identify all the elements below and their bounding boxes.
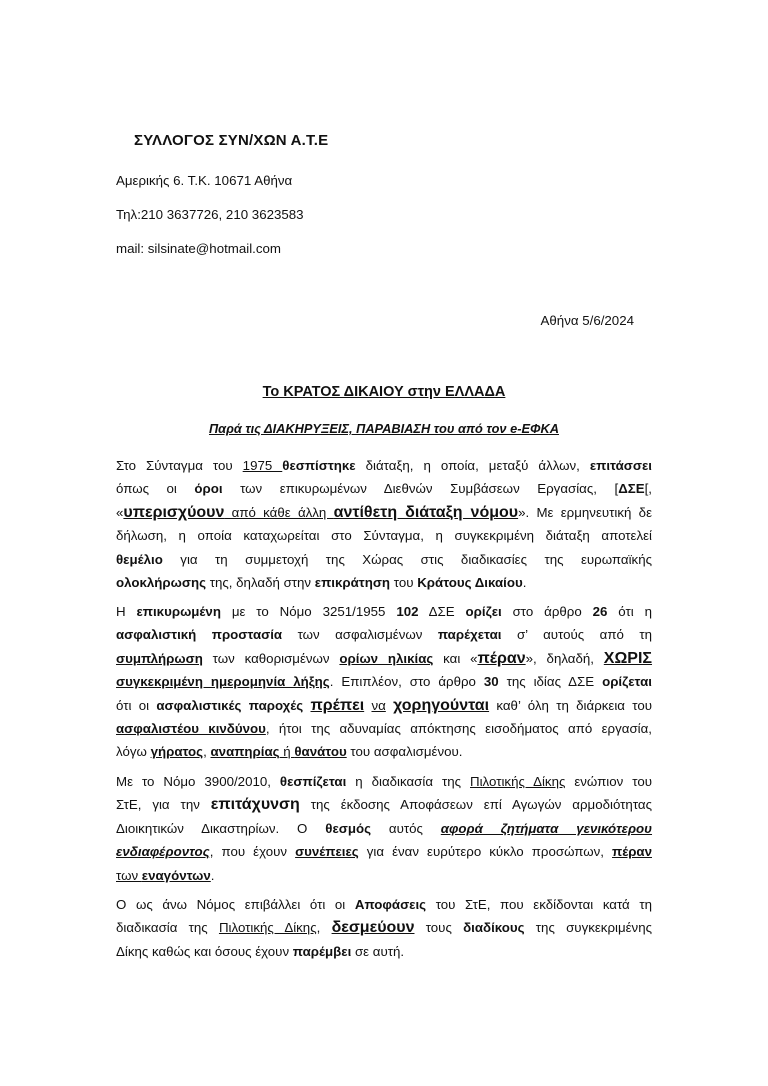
text-run: ΧΩΡΙΣ	[603, 649, 653, 667]
text-run: πέραν	[612, 844, 652, 860]
text-run: .	[210, 867, 215, 883]
body-paragraph-2	[116, 600, 652, 764]
text-run: ,	[316, 920, 332, 936]
text-run: για έναν ευρύτερο κύκλο προσώπων,	[358, 844, 613, 860]
text-run: ασφαλιστικές παροχές	[156, 697, 304, 713]
text-run: καθ’ όλη τη διάρκεια του	[489, 697, 653, 713]
text-run: θανάτου	[294, 744, 347, 760]
text-run: θεσπίστηκε	[282, 458, 356, 473]
paragraph-line	[116, 817, 652, 840]
text-run: .	[522, 574, 527, 590]
text-run: χορηγούνται	[393, 696, 490, 714]
text-run: Με το Νόμο 3900/2010,	[116, 774, 280, 789]
text-run: πρέπει	[310, 696, 365, 714]
text-run: επιτάχυνση	[210, 796, 300, 814]
text-run: «	[116, 504, 124, 520]
text-run: θεμέλιο	[116, 551, 163, 567]
text-run: ΔΣΕ	[418, 604, 466, 619]
text-run: λόγω	[116, 744, 151, 760]
text-run: συγκεκριμένη ημερομηνία λήξης	[116, 674, 330, 690]
text-run: Αποφάσεις	[354, 897, 427, 912]
text-run: ολοκλήρωσης	[116, 574, 207, 590]
address-line: Αμερικής 6. Τ.Κ. 10671 Αθήνα	[116, 173, 293, 188]
text-run: παρέμβει	[292, 943, 352, 959]
text-run: , που έχουν	[209, 844, 296, 860]
text-run: ή	[279, 744, 295, 760]
paragraph-line	[116, 454, 652, 477]
paragraph-line	[116, 571, 652, 594]
paragraph-line	[116, 864, 652, 887]
text-run: και «	[433, 650, 478, 666]
paragraph-line	[116, 501, 652, 524]
text-run: από κάθε άλλη	[224, 504, 334, 520]
text-run: αναπηρίας	[210, 744, 280, 760]
text-run: ασφαλιστική προστασία	[116, 627, 283, 643]
text-run: ορίζει	[465, 604, 502, 619]
text-run: Διοικητικών Δικαστηρίων. Ο	[116, 820, 326, 836]
text-run: ότι οι	[116, 697, 157, 713]
text-run: όροι	[194, 481, 223, 497]
text-run: σ’ αυτούς από τη	[501, 627, 652, 643]
paragraph-line	[116, 940, 652, 963]
text-run: 26	[592, 604, 608, 619]
text-run: υπερισχύουν	[123, 503, 225, 521]
text-run: παρέχεται	[437, 627, 502, 643]
text-run: γήρατος	[150, 744, 204, 760]
text-run: επικράτηση	[314, 574, 391, 590]
text-run: της ιδίας ΔΣΕ	[498, 674, 603, 690]
text-run: διάταξη, η οποία, μεταξύ άλλων,	[355, 458, 590, 473]
paragraph-line	[116, 623, 652, 646]
text-run: τους	[414, 920, 464, 936]
paragraph-line	[116, 694, 652, 717]
text-run: εναγόντων	[141, 867, 211, 883]
text-run: των καθορισμένων	[202, 650, 340, 666]
text-run: των	[116, 867, 142, 883]
text-run: θεσπίζεται	[279, 774, 347, 789]
text-run: όπως οι	[116, 481, 195, 497]
text-run: 1975	[242, 458, 283, 473]
text-run: να	[371, 697, 386, 713]
text-run: , ήτοι της αδυναμίας απόκτησης εισοδήματος από εργασία,	[265, 720, 652, 736]
paragraph-line	[116, 600, 652, 623]
text-run: ενδιαφέροντος	[116, 844, 210, 860]
text-run: για τη συμμετοχή της Χώρας στις διαδικασίες της ευρωπαϊκής	[162, 551, 652, 567]
text-run: του	[390, 574, 418, 590]
text-run: Κράτους Δικαίου	[417, 574, 523, 590]
text-run: συνέπειες	[295, 844, 359, 860]
paragraph-line	[116, 548, 652, 571]
paragraph-line	[116, 647, 652, 670]
body-paragraph-3	[116, 770, 652, 887]
text-run: του ασφαλισμένου.	[346, 744, 463, 760]
phone-line: Τηλ:210 3637726, 210 3623583	[116, 207, 304, 222]
text-run: ΣτΕ, για την	[116, 797, 211, 813]
text-run: 30	[483, 674, 499, 690]
paragraph-line	[116, 717, 652, 740]
text-run: αφορά ζητήματα γενικότερου	[440, 820, 653, 836]
text-run: », δηλαδή,	[525, 650, 604, 666]
paragraph-line	[116, 477, 652, 500]
text-run	[303, 698, 310, 713]
text-run: . Επιπλέον, στο άρθρο	[329, 674, 484, 690]
text-run: θεσμός	[325, 820, 372, 836]
text-run: Πιλοτικής Δίκης	[470, 774, 566, 789]
text-run: η διαδικασία της	[346, 774, 470, 789]
paragraph-line	[116, 770, 652, 793]
text-run: με το Νόμο 3251/1955	[220, 604, 397, 619]
organization-name: ΣΥΛΛΟΓΟΣ ΣΥΝ/ΧΩΝ Α.Τ.Ε	[134, 132, 329, 149]
paragraph-line	[116, 793, 652, 816]
text-run: ότι η	[607, 604, 652, 619]
text-run: [,	[644, 481, 652, 497]
text-run: ΔΣΕ	[618, 481, 645, 497]
text-run: αυτός	[371, 820, 441, 836]
text-run: ορίζεται	[602, 674, 652, 690]
text-run: της συγκεκριμένης	[524, 920, 653, 936]
text-run: ορίων ηλικίας	[339, 650, 434, 666]
text-run: της, δηλαδή στην	[206, 574, 315, 590]
text-run: ενώπιον του	[565, 774, 652, 789]
body-paragraph-4	[116, 893, 652, 963]
paragraph-line	[116, 840, 652, 863]
email-line: mail: silsinate@hotmail.com	[116, 241, 281, 256]
document-subtitle: Παρά τις ΔΙΑΚΗΡΥΞΕΙΣ, ΠΑΡΑΒΙΑΣΗ του από τον e-ΕΦΚΑ	[208, 421, 559, 436]
text-run: Η	[116, 604, 137, 619]
paragraph-line	[116, 524, 652, 547]
text-run: πέραν	[477, 649, 526, 667]
text-run: συμπλήρωση	[116, 650, 203, 666]
text-run: διαδικασία της	[116, 920, 219, 936]
text-run: των ασφαλισμένων	[282, 627, 438, 643]
text-run: επικυρωμένη	[136, 604, 221, 619]
text-run: ασφαλιστέου κινδύνου	[116, 720, 266, 736]
document-title: Το ΚΡΑΤΟΣ ΔΙΚΑΙΟΥ στην ΕΛΛΑΔΑ	[262, 384, 506, 400]
text-run: της έκδοσης Αποφάσεων επί Αγωγών αρμοδιότητας	[299, 797, 652, 813]
text-run: ». Με ερμηνευτική δε	[518, 504, 653, 520]
text-run: Ο ως άνω Νόμος επιβάλλει ότι οι	[116, 897, 355, 912]
paragraph-line	[116, 740, 652, 763]
text-run: ,	[203, 744, 211, 760]
text-run: του ΣτΕ, που εκδίδονται κατά τη	[426, 897, 652, 912]
document-date: Αθήνα 5/6/2024	[540, 313, 634, 328]
text-run: σε αυτή.	[351, 943, 405, 959]
text-run: Πιλοτικής Δίκης	[218, 920, 317, 936]
text-run: 102	[396, 604, 419, 619]
paragraph-line	[116, 670, 652, 693]
text-run: δεσμεύουν	[331, 919, 415, 937]
text-run: των επικυρωμένων Διεθνών Συμβάσεων Εργασίας, [	[222, 481, 619, 497]
text-run: Δίκης καθώς και όσους έχουν	[116, 943, 293, 959]
text-run: αντίθετη διάταξη νόμου	[333, 503, 519, 521]
text-run: διαδίκους	[463, 920, 525, 936]
paragraph-line	[116, 916, 652, 939]
text-run: Στο Σύνταγμα του	[116, 458, 243, 473]
text-run: δήλωση, η οποία καταχωρείται στο Σύνταγμα, η συγκεκριμένη διάταξη αποτελεί	[116, 528, 652, 544]
body-paragraph-1	[116, 454, 652, 594]
paragraph-line	[116, 893, 652, 916]
text-run: επιτάσσει	[589, 458, 652, 473]
text-run: στο άρθρο	[501, 604, 593, 619]
